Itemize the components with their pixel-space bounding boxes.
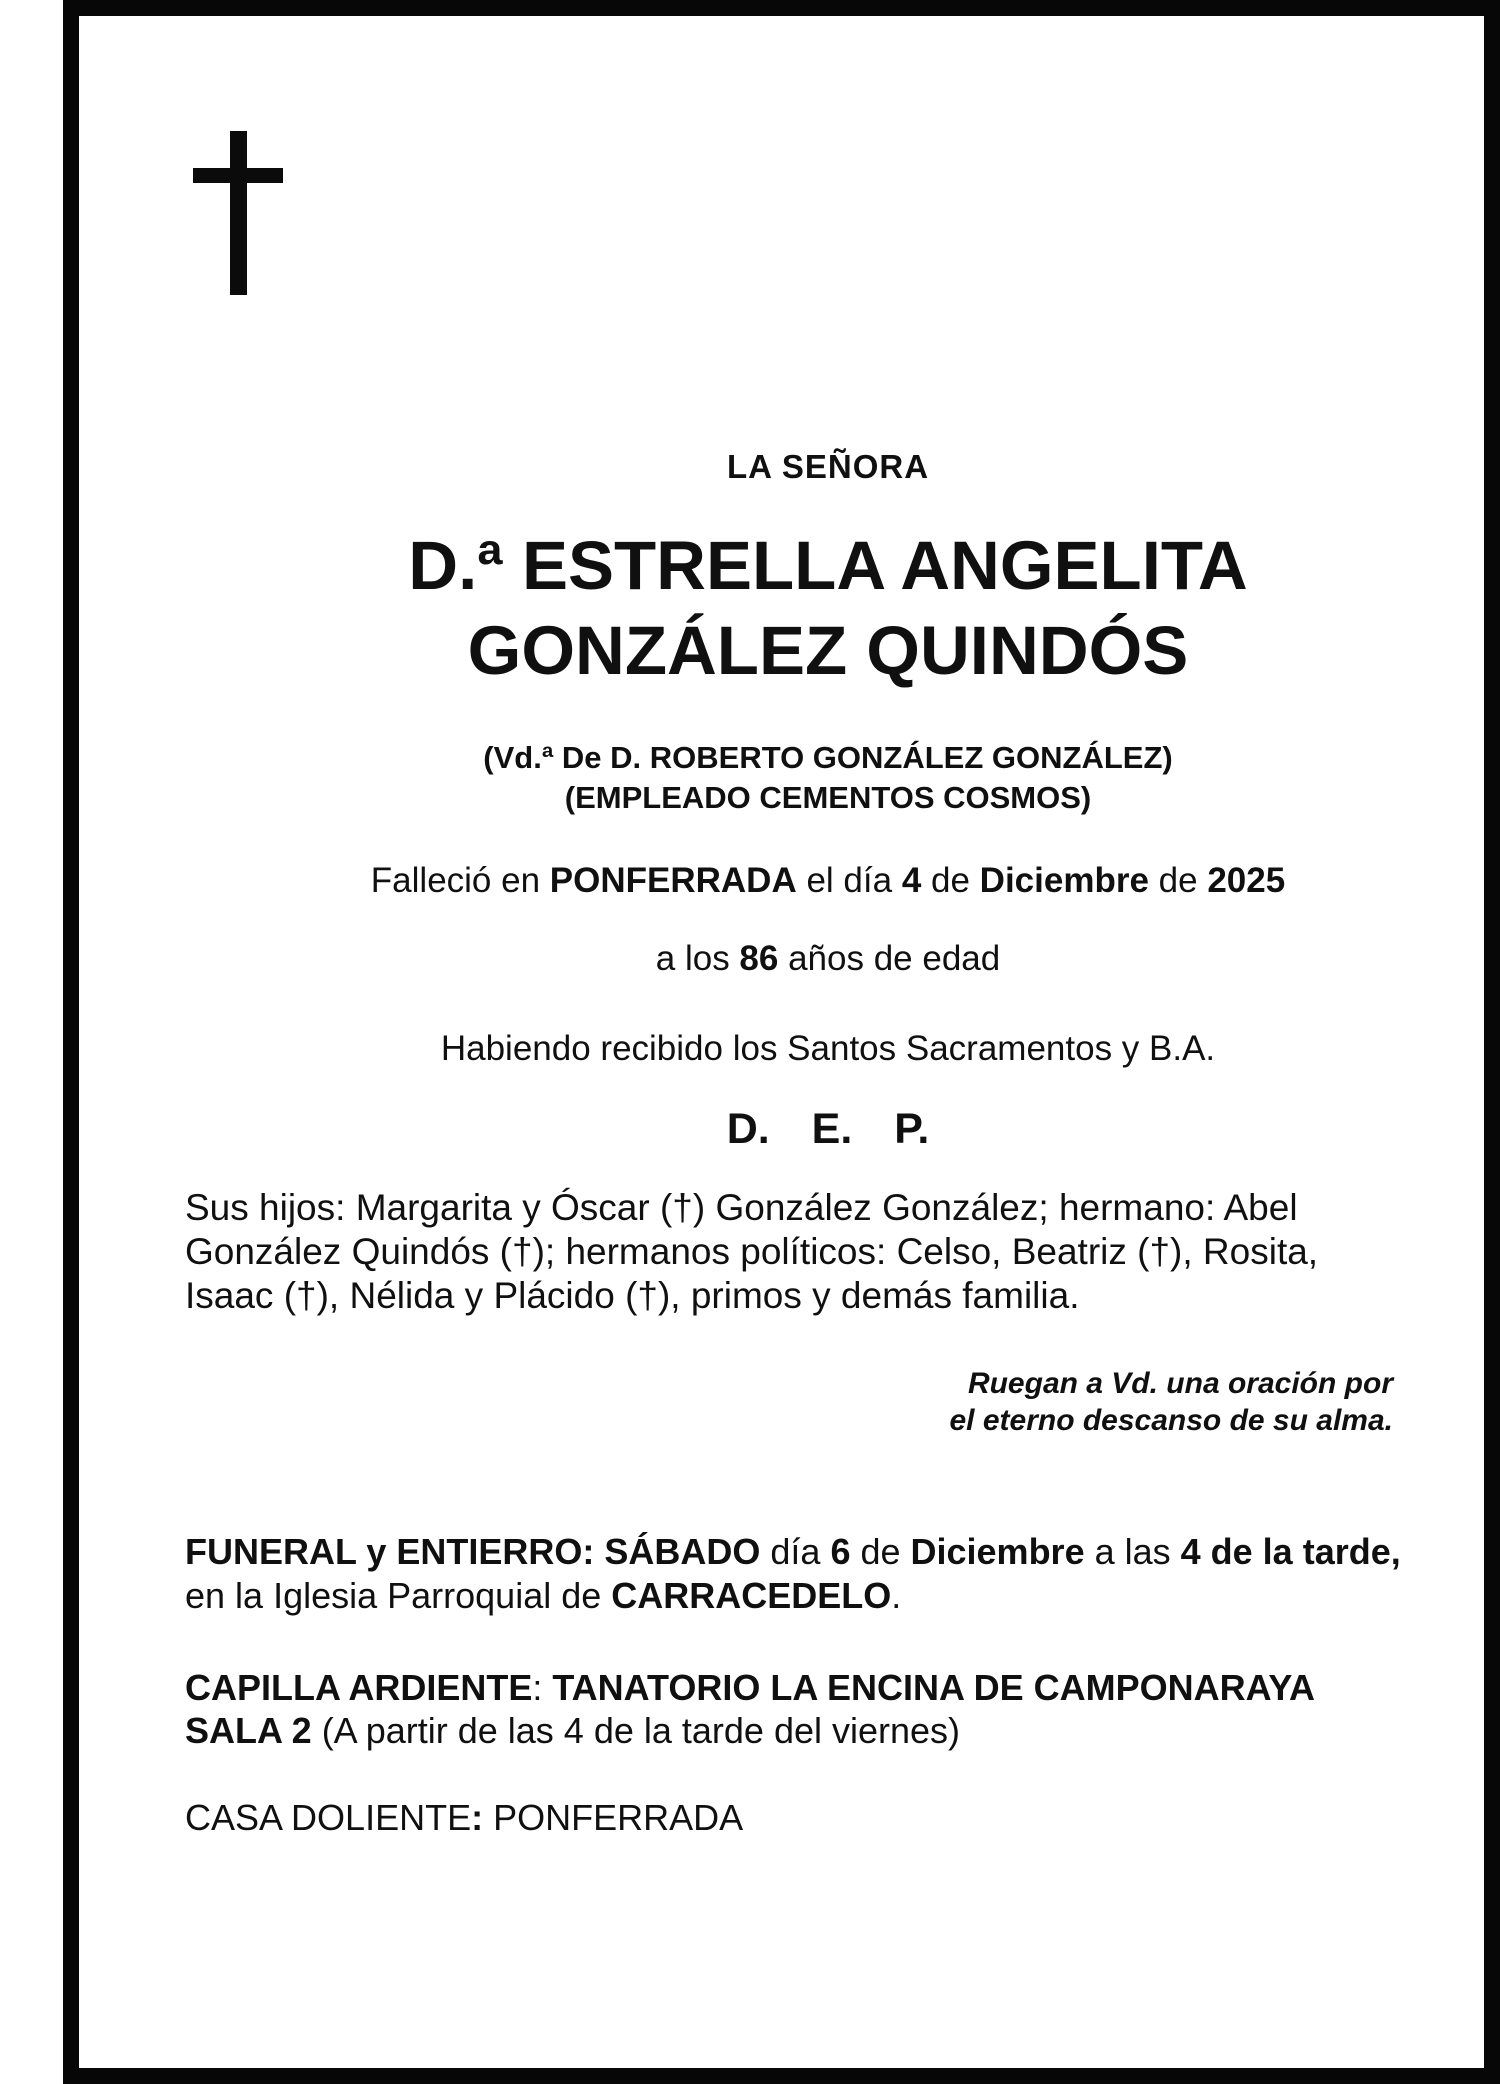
deceased-name-line2: GONZÁLEZ QUINDÓS [467, 612, 1189, 689]
family-paragraph [185, 1186, 1393, 1318]
mourning-home-line: CASA DOLIENTE: PONFERRADA [185, 1797, 744, 1838]
prayer-line: el eterno descanso de su alma. [949, 1404, 1393, 1437]
prayer-line: Ruegan a Vd. una oración por [967, 1367, 1393, 1400]
chapel-line1: CAPILLA ARDIENTE: TANATORIO LA ENCINA DE CAMPONARAYA [185, 1667, 1316, 1708]
deceased-name-line1: D.ª ESTRELLA ANGELITA [408, 527, 1248, 604]
occupation-line: (EMPLEADO CEMENTOS COSMOS) [564, 780, 1092, 815]
funeral-line2: en la Iglesia Parroquial de CARRACEDELO. [185, 1575, 902, 1616]
funeral-info [185, 1530, 1401, 1618]
death-place-date-line: Falleció en PONFERRADA el día 4 de Diciembre de 2025 [370, 861, 1286, 900]
honorific-title: LA SEÑORA [726, 448, 930, 485]
widow-of-line: (Vd.ª De D. ROBERTO GONZÁLEZ GONZÁLEZ) [483, 740, 1173, 775]
funeral-line1: FUNERAL y ENTIERRO: SÁBADO día 6 de Diciembre a las 4 de la tarde, [185, 1531, 1401, 1572]
chapel-line2: SALA 2 (A partir de las 4 de la tarde del viernes) [185, 1710, 961, 1751]
family-line: Sus hijos: Margarita y Óscar (†) González González; hermano: Abel [185, 1187, 1298, 1228]
rip-abbreviation: D. E. P. [726, 1105, 930, 1153]
age-line: a los 86 años de edad [655, 939, 1001, 978]
chapel-info [185, 1666, 1393, 1752]
family-line: Isaac (†), Nélida y Plácido (†), primos y demás familia. [185, 1275, 1080, 1316]
family-line: González Quindós (†); hermanos políticos: Celso, Beatriz (†), Rosita, [185, 1231, 1319, 1272]
cross-vertical-bar [230, 131, 247, 295]
sacraments-line: Habiendo recibido los Santos Sacramentos y B.A. [440, 1029, 1216, 1068]
cross-horizontal-bar [193, 168, 283, 183]
prayer-request [185, 1365, 1393, 1439]
